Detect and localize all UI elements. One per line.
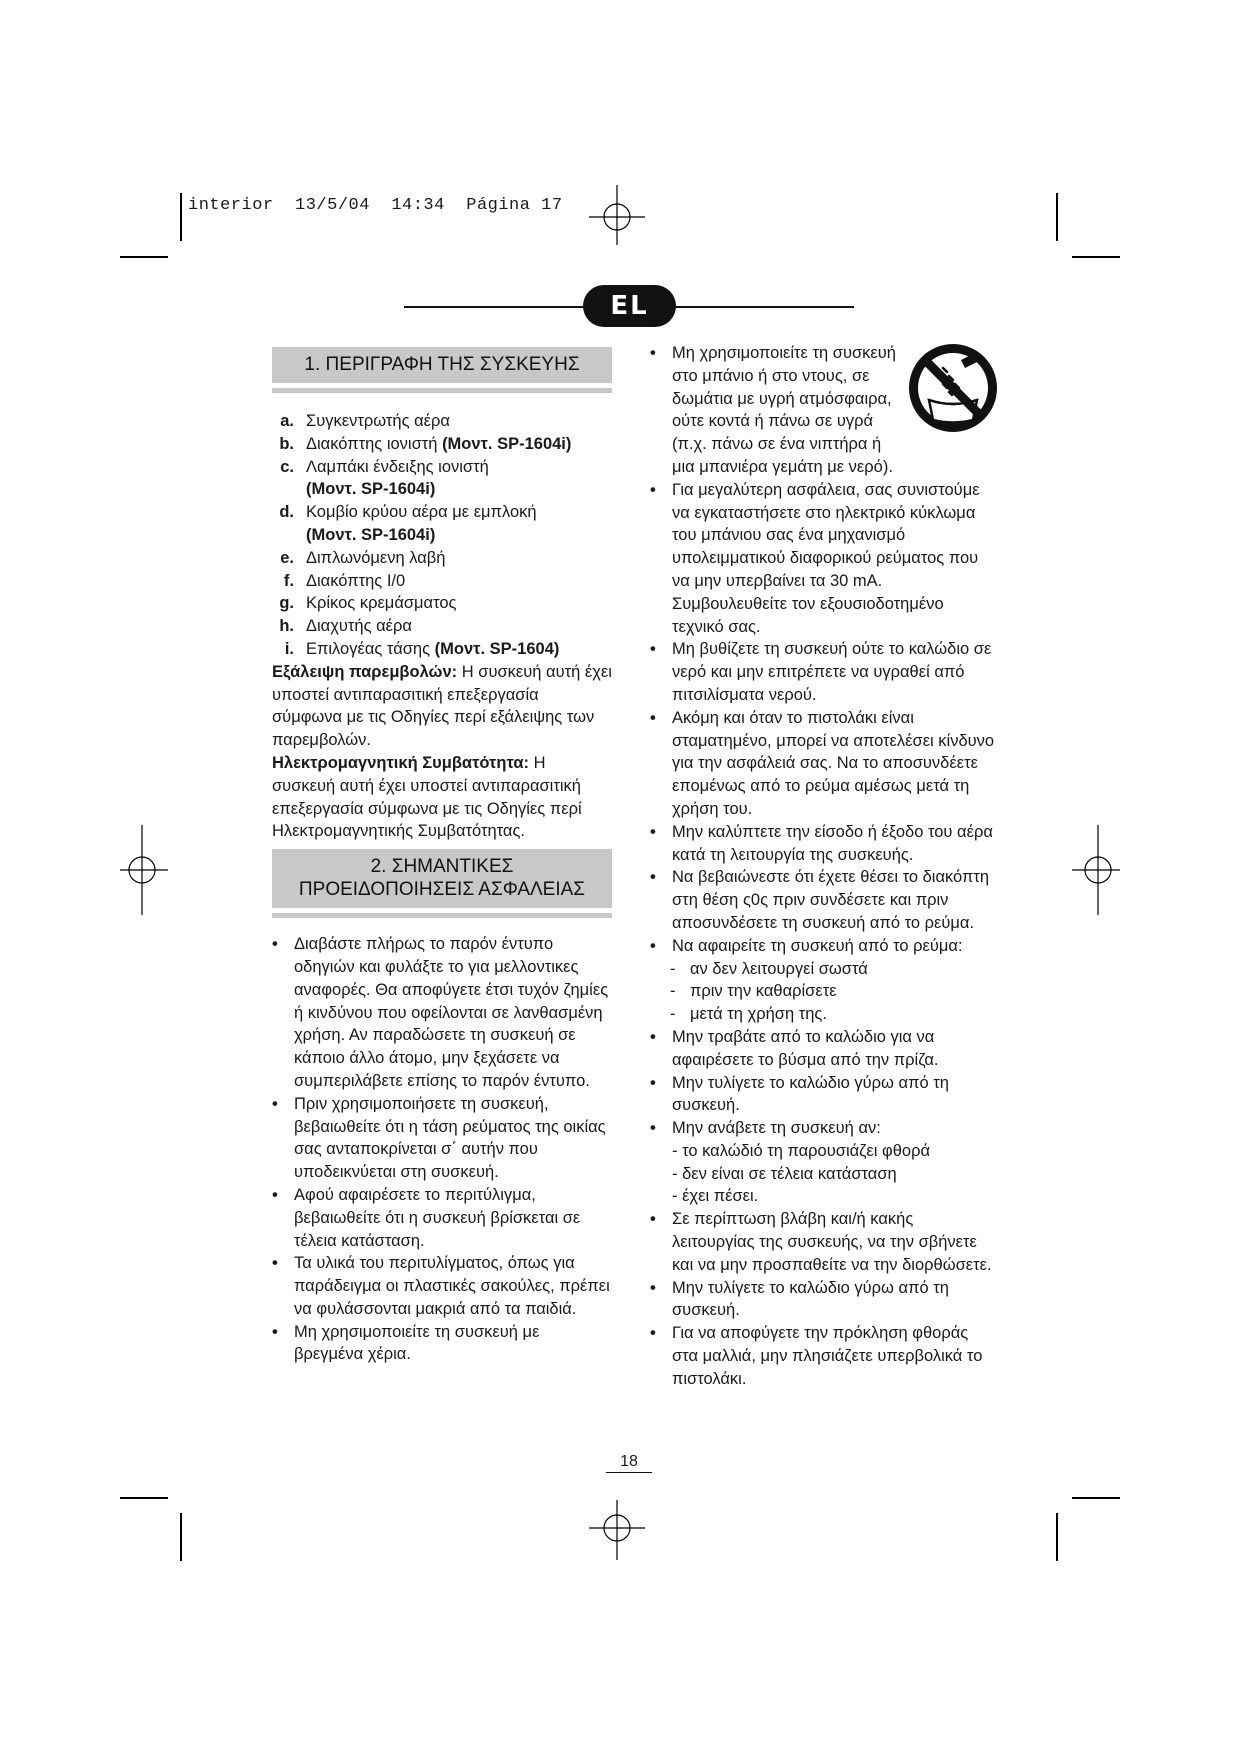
bullet-icon: • xyxy=(650,822,656,841)
bullet-icon: • xyxy=(650,480,656,499)
list-item-text: Σε περίπτωση βλάβη και/ή κακής λειτουργίας της συσκευής, να την σβήνετε και να μην προσπαθείτε να την διορθώσετε. xyxy=(672,1210,992,1274)
list-item xyxy=(272,410,612,433)
left-column xyxy=(272,347,612,1366)
dash-icon: - xyxy=(670,959,676,978)
list-item xyxy=(650,1322,995,1390)
item-label: g. xyxy=(279,594,294,613)
list-item-text: Τα υλικά του περιτυλίγματος, όπως για παράδειγμα οι πλαστικές σακούλες, πρέπει να φυλάσσονται μακριά από τα παιδιά. xyxy=(294,1254,610,1318)
list-item-text: Μην τυλίγετε το καλώδιο γύρω από τη συσκευή. xyxy=(672,1278,949,1320)
list-item-text: Αφού αφαιρέσετε το περιτύλιγμα, βεβαιωθείτε ότι η συσκευή βρίσκεται σε τέλεια κατάσταση. xyxy=(294,1185,581,1250)
list-item xyxy=(650,638,995,706)
item-text xyxy=(306,570,405,593)
crop-mark xyxy=(1056,193,1058,241)
item-text xyxy=(306,615,412,638)
item-label: c. xyxy=(280,457,294,476)
list-item xyxy=(650,866,995,934)
list-item xyxy=(272,1184,612,1252)
list-item xyxy=(650,1117,995,1140)
interference-paragraph xyxy=(272,661,612,752)
list-item-text: Να βεβαιώνεστε ότι έχετε θέσει το διακόπτη στη θέση ς0ς πριν συνδέσετε και πριν αποσυνδέσετε τη συσκευή από το ρεύμα. xyxy=(672,868,990,932)
parts-list xyxy=(272,410,612,661)
sub-list-item: - έχει πέσει. xyxy=(672,1187,759,1206)
sub-list-item xyxy=(650,1003,995,1026)
item-description: Διπλωνόμενη λαβή xyxy=(306,548,446,567)
item-description: Διαχυτής αέρα xyxy=(306,617,412,636)
list-item xyxy=(650,935,995,958)
list-item xyxy=(272,638,612,661)
list-item-text: Πριν χρησιμοποιήσετε τη συσκευή, βεβαιωθείτε ότι η τάση ρεύματος της οικίας σας ανταποκρίνεται σ΄ αυτήν που υποδεικνύεται στη συσκευή. xyxy=(294,1094,606,1182)
list-item xyxy=(272,547,612,570)
bullet-icon: • xyxy=(650,1278,656,1297)
list-item xyxy=(650,707,995,821)
list-item xyxy=(272,933,612,1093)
item-label: a. xyxy=(280,412,294,430)
bullet-icon: • xyxy=(272,1094,278,1113)
bullet-icon: • xyxy=(272,1185,278,1204)
interference-title: Εξάλειψη παρεμβολών: xyxy=(272,662,458,681)
noswitch-sublist xyxy=(650,1140,995,1208)
bullet-icon: • xyxy=(650,936,656,955)
item-description: Διακόπτης ιονιστή xyxy=(306,434,443,453)
item-model: (Μοντ. SP-1604i) xyxy=(306,480,436,499)
item-text xyxy=(306,501,537,547)
list-item-text: Διαβάστε πλήρως το παρόν έντυπο οδηγιών και φυλάξτε το για μελλοντικες αναφορές. Θα αποφύγετε έτσι τυχόν ζημίες ή κινδύνου που οφείλονται σε λανθασμένη χρήση. Αν παραδώσετε τη συσκευή σε κάποιο άλλο άτομο, μην ξεχάσετε να συμπεριλάβετε επίσης το παρόν έντυπο. xyxy=(294,935,609,1090)
list-item-text: Για μεγαλύτερη ασφάλεια, σας συνιστούμε να εγκαταστήσετε στο ηλεκτρικό κύκλωμα του μπάνιου σας ένα μηχανισμό υπολειμματικού διαφορικού ρεύματος που να μην υπερβαίνει τα 30 mA. Συμβουλευθείτε τον εξουσιοδοτημένο τεχνικό σας. xyxy=(672,480,980,636)
bullet-icon: • xyxy=(650,868,656,887)
list-item xyxy=(650,1026,995,1072)
list-item-text: Μην τυλίγετε το καλώδιο γύρω από τη συσκευή. xyxy=(672,1073,949,1115)
dash-icon: - xyxy=(670,982,676,1001)
registration-mark-bottom xyxy=(567,1500,667,1560)
list-item xyxy=(650,1277,995,1323)
page-number: 18 xyxy=(606,1452,652,1473)
header-rule-right xyxy=(664,306,854,308)
emc-title: Ηλεκτρομαγνητική Συμβατότητα: xyxy=(272,753,530,772)
crop-mark xyxy=(120,1497,168,1499)
item-label: h. xyxy=(279,617,294,636)
list-item xyxy=(272,433,612,456)
bullet-icon: • xyxy=(650,640,656,659)
bathroom-warning-text: Μη χρησιμοποιείτε τη συσκευή στο μπάνιο ή στο ντους, σε δωμάτια με υγρή ατμόσφαιρα, ούτε κοντά ή πάνω σε υγρά (π.χ. πάνω σε ένα νιπτήρα ή μια μπανιέρα γεμάτη με νερό). xyxy=(672,344,896,476)
crop-mark xyxy=(180,193,182,241)
item-text xyxy=(306,592,457,615)
list-item xyxy=(650,1208,995,1276)
list-item-text: Μην καλύπτετε την είσοδο ή έξοδο του αέρα κατά τη λειτουργία της συσκευής. xyxy=(672,822,993,864)
safety-list-right-a xyxy=(650,479,995,935)
item-label: d. xyxy=(279,503,294,522)
item-text xyxy=(306,456,489,502)
item-text xyxy=(306,638,559,661)
interference-text: Η συσκευή αυτή έχει υποστεί αντιπαρασιτική επεξεργασία σύμφωνα με τις Οδηγίες περί εξάλειψης των παρεμβολών. xyxy=(272,662,612,750)
emc-text: Η συσκευή αυτή έχει υποστεί αντιπαρασιτική επεξεργασία σύμφωνα με τις Οδηγίες περί Ηλεκτρομαγνητικής Συμβατότητας. xyxy=(272,753,582,841)
item-model: (Μοντ. SP-1604i) xyxy=(442,434,572,453)
item-label: i. xyxy=(284,639,294,658)
item-label: f. xyxy=(283,571,294,590)
registration-mark-right xyxy=(1060,825,1120,915)
list-item-text: Μην τραβάτε από το καλώδιο για να αφαιρέσετε το βύσμα από την πρίζα. xyxy=(672,1027,939,1069)
list-item xyxy=(272,1321,612,1367)
list-item xyxy=(650,1072,995,1118)
section-2-heading: 2. ΣΗΜΑΝΤΙΚΕΣ ΠΡΟΕΙΔΟΠΟΙΗΣΕΙΣ ΑΣΦΑΛΕΙΑΣ xyxy=(272,849,612,913)
item-model: (Μοντ. SP-1604) xyxy=(434,639,560,658)
bullet-icon: • xyxy=(650,1119,656,1138)
list-item xyxy=(272,1093,612,1184)
list-item xyxy=(272,456,612,502)
list-item xyxy=(272,570,612,593)
item-description: Επιλογέας τάσης xyxy=(306,639,435,658)
crop-mark xyxy=(120,256,168,258)
language-badge: EL xyxy=(583,285,676,327)
section-1-heading: 1. ΠΕΡΙΓΡΑΦΗ ΤΗΣ ΣΥΣΚΕΥΗΣ xyxy=(272,347,612,388)
item-label: e. xyxy=(280,548,294,567)
item-text xyxy=(306,410,450,433)
item-description: Κρίκος κρεμάσματος xyxy=(306,594,457,613)
list-item-text: Ακόμη και όταν το πιστολάκι είναι σταματημένο, μπορεί να αποτελέσει κίνδυνο για την ασφάλειά σας. Να το αποσυνδέετε επομένως από το ρεύμα αμέσως μετά τη χρήση του. xyxy=(672,708,995,818)
item-description: Διακόπτης I/0 xyxy=(306,571,406,590)
item-text xyxy=(306,433,571,456)
list-item-text: Μη χρησιμοποιείτε τη συσκευή με βρεγμένα χέρια. xyxy=(294,1322,540,1364)
print-header: interior 13/5/04 14:34 Página 17 xyxy=(188,196,563,215)
sub-list-item xyxy=(650,980,995,1003)
header-rule-left xyxy=(404,306,594,308)
safety-list-right-b xyxy=(650,1026,995,1117)
bullet-icon: • xyxy=(650,1210,656,1229)
sub-item-text: πριν την καθαρίσετε xyxy=(690,982,837,1001)
item-label: b. xyxy=(279,434,294,453)
bullet-icon: • xyxy=(272,1254,278,1273)
list-item xyxy=(650,342,995,479)
item-description: Λαμπάκι ένδειξης ιονιστή xyxy=(306,457,489,476)
list-item-text: Για να αποφύγετε την πρόκληση φθοράς στα μαλλιά, μην πλησιάζετε υπερβολικά το πιστολάκι. xyxy=(672,1324,983,1388)
item-model: (Μοντ. SP-1604i) xyxy=(306,525,436,544)
noswitch-intro: Μην ανάβετε τη συσκευή αν: xyxy=(672,1119,881,1138)
list-item xyxy=(272,501,612,547)
item-description: Συγκεντρωτής αέρα xyxy=(306,412,450,430)
crop-mark xyxy=(180,1513,182,1561)
list-item xyxy=(650,479,995,639)
item-text xyxy=(306,547,445,570)
list-item xyxy=(272,615,612,638)
list-item xyxy=(272,592,612,615)
registration-mark-left xyxy=(120,825,180,915)
emc-paragraph xyxy=(272,752,612,843)
bullet-icon: • xyxy=(650,708,656,727)
sub-list-item xyxy=(650,958,995,981)
sub-item-text: αν δεν λειτουργεί σωστά xyxy=(690,959,868,978)
sub-list-item: - το καλώδιό τη παρουσιάζει φθορά xyxy=(672,1141,931,1160)
list-item-text: Μη βυθίζετε τη συσκευή ούτε το καλώδιο σε νερό και μην επιτρέπετε να υγραθεί από πιτσιλίσματα νερού. xyxy=(672,640,992,704)
crop-mark xyxy=(1056,1513,1058,1561)
bullet-icon: • xyxy=(272,1322,278,1341)
item-description: Κομβίο κρύου αέρα με εμπλοκή xyxy=(306,503,537,522)
list-item xyxy=(272,1252,612,1320)
bullet-icon: • xyxy=(650,344,656,362)
sub-list-item: - δεν είναι σε τέλεια κατάσταση xyxy=(672,1164,897,1183)
list-item xyxy=(650,821,995,867)
no-shower-prohibition-icon xyxy=(903,338,1003,438)
bullet-icon: • xyxy=(650,1027,656,1046)
safety-list-right-c xyxy=(650,1208,995,1390)
sub-item-text: μετά τη χρήση της. xyxy=(690,1005,827,1024)
unplug-intro: Να αφαιρείτε τη συσκευή από το ρεύμα: xyxy=(672,936,963,955)
dash-icon: - xyxy=(670,1005,676,1024)
registration-mark-top xyxy=(567,185,667,245)
crop-mark xyxy=(1072,1497,1120,1499)
safety-list-left xyxy=(272,933,612,1366)
bullet-icon: • xyxy=(272,935,278,954)
crop-mark xyxy=(1072,256,1120,258)
bullet-icon: • xyxy=(650,1073,656,1092)
unplug-sublist xyxy=(650,958,995,1026)
right-column xyxy=(650,342,995,1391)
bullet-icon: • xyxy=(650,1324,656,1343)
